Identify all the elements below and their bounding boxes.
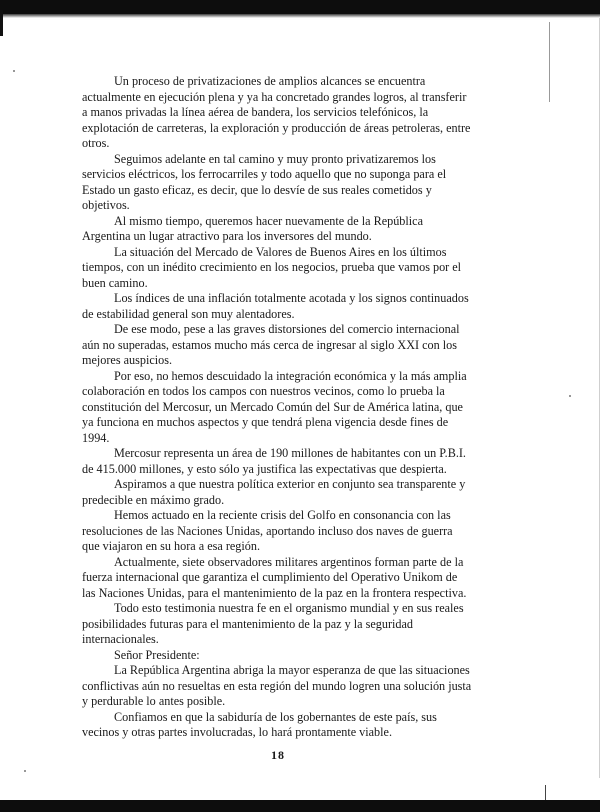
paragraph: De ese modo, pese a las graves distorsiones del comercio internacional aún no superadas, estamos mucho más cerca de ingresar al siglo XXI con los mejores auspicios.	[82, 322, 460, 367]
paragraph: Al mismo tiempo, queremos hacer nuevamente de la República Argentina un lugar atractivo para los inversores del mundo.	[82, 213, 423, 243]
scan-border-left	[0, 10, 3, 36]
scan-speck	[569, 395, 571, 397]
page-number: 18	[271, 748, 285, 762]
paragraph: Mercosur representa un área de 190 millones de habitantes con un P.B.I. de 415.000 millones, y esto sólo ya justifica las expectativas que despierta.	[82, 446, 466, 476]
scan-speck	[13, 70, 15, 72]
paragraph: Aspiramos a que nuestra política exterior en conjunto sea transparente y predecible en máximo grado.	[82, 477, 466, 507]
paragraph: Por eso, no hemos descuidado la integración económica y la más amplia colaboración en todos los campos con nuestros vecinos, como lo prueba la constitución del Mercosur, un Mercado Común del Sur de América latina, que ya funciona en muchos aspectos y que tendrá plena vigencia desde fines de 1994.	[82, 368, 467, 445]
scan-speck	[24, 770, 26, 772]
paragraph: Actualmente, siete observadores militares argentinos forman parte de la fuerza internacional que garantiza el cumplimiento del Operativo Unikom de las Naciones Unidas, para el mantenimiento de la paz en la frontera respectiva.	[82, 554, 467, 600]
paragraph: Seguimos adelante en tal camino y muy pronto privatizaremos los servicios eléctricos, los ferrocarriles y todo aquello que no suponga para el Estado un gasto eficaz, es decir, que lo desvíe de sus reales cometidos y objetivos.	[82, 151, 447, 212]
paragraph: Confiamos en que la sabiduría de los gobernantes de este país, sus vecinos y otras partes involucradas, lo hará prontamente viable.	[82, 709, 437, 739]
paragraph: Todo esto testimonia nuestra fe en el organismo mundial y en sus reales posibilidades futuras para el mantenimiento de la paz y la seguridad internacionales.	[82, 601, 464, 646]
scan-mark-right	[549, 22, 550, 102]
paragraph: Un proceso de privatizaciones de amplios alcances se encuentra actualmente en ejecución plena y ya ha concretado grandes logros, al transferir a manos privadas la línea aérea de bandera, los servicios telefónicos, la explotación de carreteras, la exploración y producción de áreas petroleras, entre otros.	[82, 74, 471, 150]
paragraph: Hemos actuado en la reciente crisis del Golfo en consonancia con las resoluciones de las Naciones Unidas, aportando incluso dos naves de guerra que viajaron en su hora a esa región.	[82, 508, 453, 553]
document-body	[82, 74, 472, 741]
salutation: Señor Presidente:	[114, 647, 200, 662]
scan-shadow-top	[0, 14, 600, 18]
paragraph: La República Argentina abriga la mayor esperanza de que las situaciones conflictivas aún no resueltas en esta región del mundo logren una solución justa y perdurable lo antes posible.	[82, 663, 472, 708]
scan-border-bottom	[0, 800, 600, 812]
paragraph: La situación del Mercado de Valores de Buenos Aires en los últimos tiempos, con un inédito crecimiento en los negocios, prueba que vamos por el buen camino.	[82, 244, 462, 290]
scan-border-top	[0, 0, 600, 14]
paragraph: Los índices de una inflación totalmente acotada y los signos continuados de estabilidad general son muy alentadores.	[82, 291, 469, 321]
scan-corner-mark	[542, 785, 546, 801]
